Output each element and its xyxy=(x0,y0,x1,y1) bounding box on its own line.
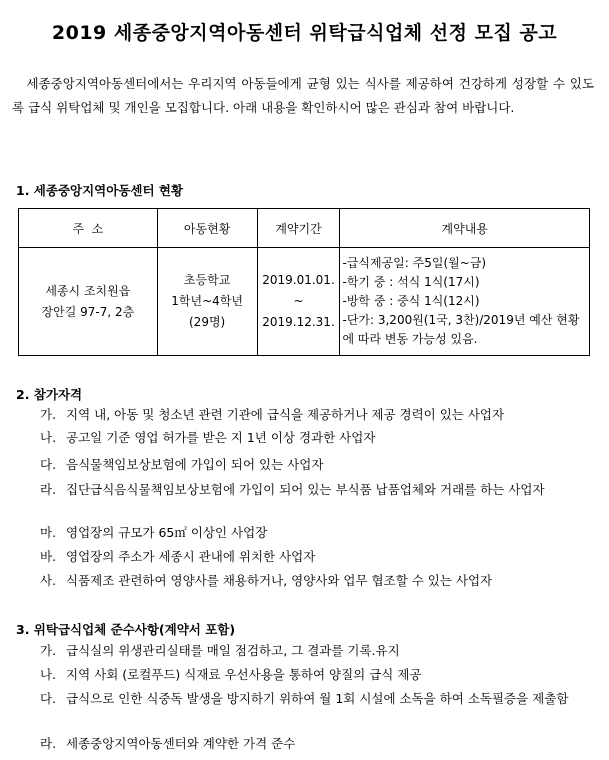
list-marker: 사. xyxy=(40,573,57,588)
address-line: 장안길 97-7, 2층 xyxy=(41,304,135,319)
list-marker: 다. xyxy=(40,457,57,472)
list-marker: 나. xyxy=(40,667,57,682)
list-item xyxy=(40,454,590,476)
list-text: 지역 사회 (로컬푸드) 식재료 우선사용을 통하여 양질의 급식 제공 xyxy=(66,667,422,682)
contract-line: -급식제공일: 주5일(월~금) xyxy=(342,256,487,270)
list-text: 공고일 기준 영업 허가를 받은 지 1년 이상 경과한 사업자 xyxy=(66,430,376,445)
children-line: (29명) xyxy=(189,315,226,329)
intro-text: 세종중앙지역아동센터에서는 우리지역 아동들에게 균형 있는 식사를 제공하여 건강하게 성장할 수 있도록 급식 위탁업체 및 개인을 모집합니다. 아래 내용을 확인하시어 많은 관심과 참여 바랍니다. xyxy=(12,76,594,115)
address-line: 세종시 조치원읍 xyxy=(45,283,131,298)
list-marker: 나. xyxy=(40,430,57,445)
list-item xyxy=(40,733,590,755)
list-item xyxy=(40,640,590,662)
list-text: 급식으로 인한 식중독 발생을 방지하기 위하여 월 1회 시설에 소독을 하여 소독필증을 제출함 xyxy=(66,691,569,706)
period-line: 2019.12.31. xyxy=(262,315,335,329)
list-item xyxy=(40,479,590,501)
cell-period xyxy=(257,248,340,356)
list-item xyxy=(40,404,590,426)
list-item xyxy=(40,522,590,544)
list-text: 급식실의 위생관리실태를 매일 점검하고, 그 결과를 기록.유지 xyxy=(66,643,400,658)
list-text: 영업장의 규모가 65㎡ 이상인 사업장 xyxy=(66,525,268,540)
list-marker: 라. xyxy=(40,482,57,497)
list-text: 세종중앙지역아동센터와 계약한 가격 준수 xyxy=(66,736,296,751)
period-line: ~ xyxy=(293,294,304,308)
table-header-row xyxy=(19,209,590,248)
list-text: 영업장의 주소가 세종시 관내에 위치한 사업자 xyxy=(66,549,316,564)
header-children: 아동현황 xyxy=(157,209,257,248)
section-2-title: 2. 참가자격 xyxy=(16,387,83,402)
list-marker: 마. xyxy=(40,525,57,540)
list-item xyxy=(40,427,590,449)
cell-contract xyxy=(340,248,590,356)
contract-line: -단가: 3,200원(1국, 3찬)/2019년 예산 현황에 따라 변동 가능성 있음. xyxy=(342,313,580,346)
center-status-table xyxy=(18,208,590,356)
list-marker: 가. xyxy=(40,643,57,658)
children-line: 초등학교 xyxy=(183,273,231,287)
header-contract: 계약내용 xyxy=(340,209,590,248)
list-item xyxy=(40,664,590,686)
list-marker: 라. xyxy=(40,736,57,751)
intro-paragraph xyxy=(12,72,594,120)
contract-line: -방학 중 : 중식 1식(12시) xyxy=(342,294,480,308)
list-text: 음식물책임보상보험에 가입이 되어 있는 사업자 xyxy=(66,457,324,472)
period-line: 2019.01.01. xyxy=(262,273,335,287)
contract-line: -학기 중 : 석식 1식(17시) xyxy=(342,275,480,289)
list-item xyxy=(40,570,590,592)
children-line: 1학년~4학년 xyxy=(171,294,243,308)
cell-address xyxy=(19,248,158,356)
section-3-title: 3. 위탁급식업체 준수사항(계약서 포함) xyxy=(16,622,236,637)
list-text: 식품제조 관련하여 영양사를 채용하거나, 영양사와 업무 협조할 수 있는 사업자 xyxy=(66,573,493,588)
page-title: 2019 세종중앙지역아동센터 위탁급식업체 선정 모집 공고 xyxy=(51,22,558,44)
header-period: 계약기간 xyxy=(257,209,340,248)
list-item xyxy=(40,688,590,710)
list-marker: 바. xyxy=(40,549,57,564)
table-row xyxy=(19,248,590,356)
section-1-title: 1. 세종중앙지역아동센터 현황 xyxy=(16,183,184,198)
cell-children xyxy=(157,248,257,356)
list-item xyxy=(40,546,590,568)
list-text: 지역 내, 아동 및 청소년 관련 기관에 급식을 제공하거나 제공 경력이 있는 사업자 xyxy=(66,407,505,422)
list-text: 집단급식음식물책임보상보험에 가입이 되어 있는 부식품 납품업체와 거래를 하는 사업자 xyxy=(66,482,545,497)
header-address: 주 소 xyxy=(19,209,158,248)
list-marker: 다. xyxy=(40,691,57,706)
list-marker: 가. xyxy=(40,407,57,422)
